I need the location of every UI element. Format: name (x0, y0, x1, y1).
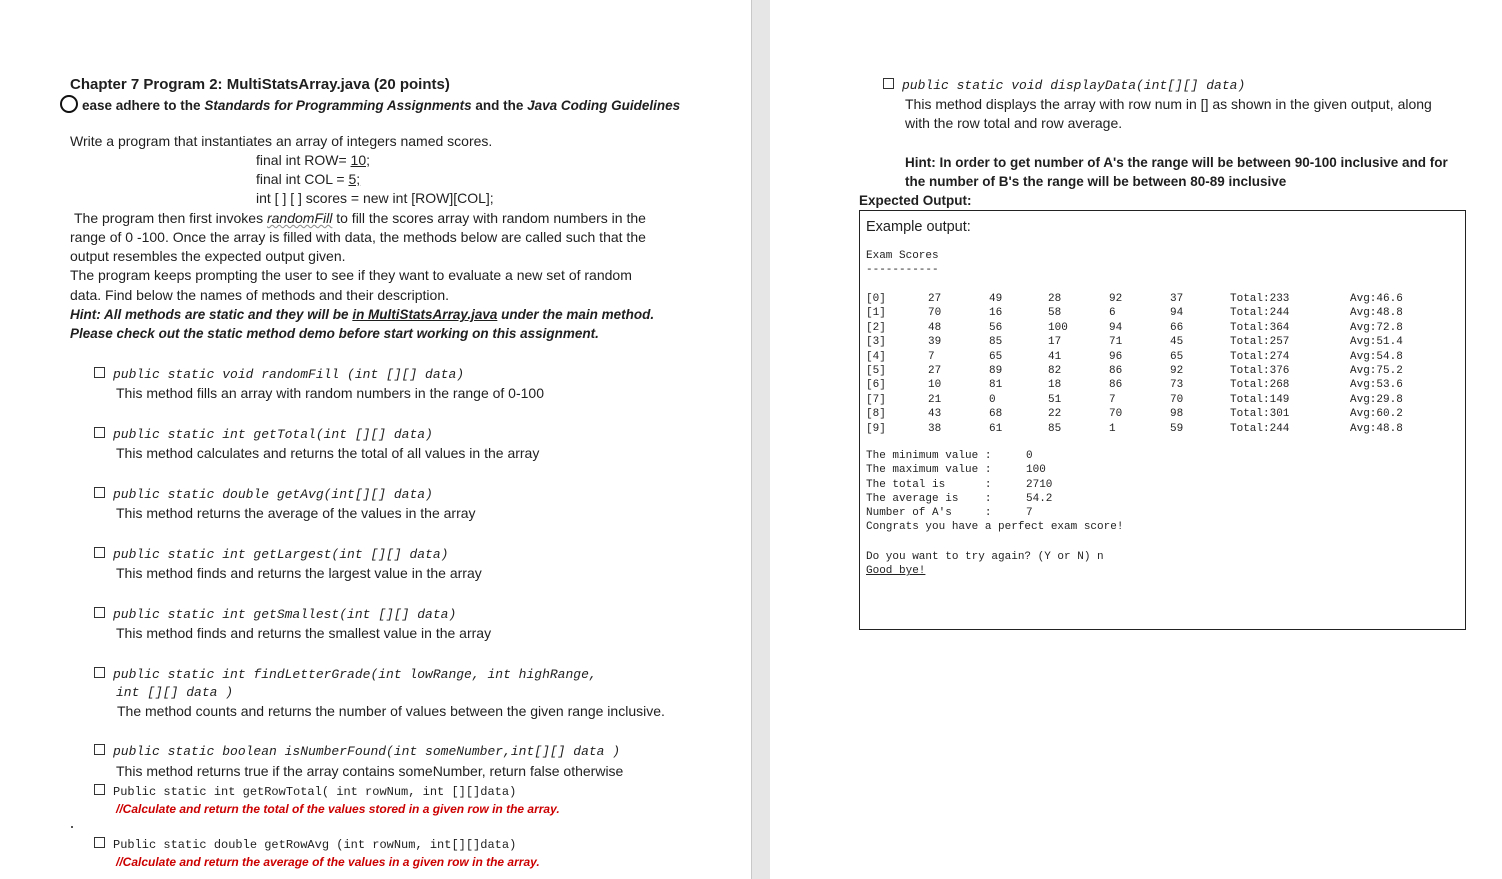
score-cell: 48 (928, 321, 942, 334)
example-output-label: Example output: (866, 219, 971, 235)
row-average: Avg:48.8 (1350, 422, 1403, 435)
score-cell: 65 (989, 350, 1003, 363)
stat-value: 7 (1026, 507, 1033, 520)
standards-link[interactable]: Standards for Programming Assignments (204, 98, 472, 113)
row-total: Total:301 (1230, 408, 1290, 421)
score-cell: 89 (989, 365, 1003, 377)
score-cell: 98 (1170, 408, 1184, 421)
score-cell: 0 (989, 393, 996, 406)
score-row (866, 306, 1466, 320)
row-total: Total:244 (1230, 307, 1290, 320)
score-cell: 85 (1048, 422, 1062, 435)
para-line-2: range of 0 -100. Once the array is filled with data, the methods below are called such that the (70, 229, 646, 245)
code-row: final int ROW= 10; (256, 152, 370, 168)
score-cell: 27 (928, 293, 942, 305)
code-scores: int [ ] [ ] scores = new int [ROW][COL]; (256, 190, 494, 206)
stat-row (866, 449, 1126, 463)
row-index: [3] (866, 336, 886, 349)
method-desc-isnumberfound: This method returns true if the array contains someNumber, return false otherwise (116, 763, 624, 779)
score-cell: 1 (1109, 422, 1116, 435)
checkbox-icon (883, 78, 894, 89)
score-cell: 51 (1048, 393, 1062, 406)
score-cell: 27 (928, 365, 942, 377)
method-sig-displaydata: public static void displayData(int[][] data) (883, 78, 1245, 93)
para-line-1: The program then first invokes randomFill to fill the scores array with random numbers in the (74, 210, 646, 226)
method-desc-findlettergrade: The method counts and returns the number of values between the given range inclusive. (117, 703, 665, 719)
stat-row (866, 463, 1126, 477)
score-cell: 68 (989, 408, 1003, 421)
checkbox-icon (94, 487, 105, 498)
score-cell: 71 (1109, 336, 1123, 349)
score-cell: 82 (1048, 365, 1062, 377)
stat-value: 54.2 (1026, 492, 1053, 505)
para-line-4: The program keeps prompting the user to see if they want to evaluate a new set of random (70, 267, 632, 283)
expected-output-label: Expected Output: (859, 193, 972, 208)
stray-dot (71, 826, 73, 828)
score-cell: 38 (928, 422, 942, 435)
method-sig-getrowavg: Public static double getRowAvg (int rowNum, int[][]data) (94, 838, 516, 852)
score-cell: 61 (989, 422, 1003, 435)
row-total: Total:268 (1230, 379, 1290, 392)
hint-line-2: Please check out the static method demo before start working on this assignment. (70, 326, 599, 341)
score-cell: 6 (1109, 307, 1116, 320)
score-cell: 43 (928, 408, 942, 421)
row-index: [7] (866, 393, 886, 406)
score-cell: 21 (928, 393, 942, 406)
row-total: Total:244 (1230, 422, 1290, 435)
method-sig-randomfill: public static void randomFill (int [][] data) (94, 367, 464, 382)
checkbox-icon (94, 667, 105, 678)
score-cell: 56 (989, 321, 1003, 334)
score-cell: 94 (1109, 321, 1123, 334)
row-index: [5] (866, 365, 886, 377)
method-desc-getlargest: This method finds and returns the largest value in the array (116, 565, 482, 581)
stat-label: The average is : (866, 492, 992, 505)
method-sig-isnumberfound: public static boolean isNumberFound(int someNumber,int[][] data ) (94, 744, 620, 759)
score-row (866, 292, 1466, 306)
score-row (866, 350, 1466, 364)
adhere-line: ease adhere to the Standards for Programming Assignments and the Java Coding Guidelines (82, 98, 681, 113)
method-sig-getlargest: public static int getLargest(int [][] data) (94, 547, 448, 562)
score-cell: 39 (928, 336, 942, 349)
checkbox-icon (94, 427, 105, 438)
row-total: Total:274 (1230, 350, 1290, 363)
checkbox-icon (94, 837, 105, 848)
guidelines-link[interactable]: Java Coding Guidelines (527, 98, 681, 113)
score-cell: 86 (1109, 379, 1123, 392)
row-average: Avg:54.8 (1350, 350, 1403, 363)
score-cell: 18 (1048, 379, 1062, 392)
exam-scores-header: Exam Scores (866, 250, 939, 262)
prompt-line: Do you want to try again? (Y or N) n (866, 551, 1104, 563)
method-sig-gettotal: public static int getTotal(int [][] data) (94, 427, 433, 442)
score-cell: 92 (1170, 365, 1184, 377)
checkbox-icon (94, 607, 105, 618)
row-total: Total:149 (1230, 393, 1290, 406)
para-line-3: output resembles the expected output given. (70, 248, 346, 264)
para-line-5: data. Find below the names of methods and their description. (70, 287, 449, 303)
row-index: [9] (866, 422, 886, 435)
score-cell: 70 (928, 307, 942, 320)
score-row (866, 393, 1466, 407)
score-cell: 94 (1170, 307, 1184, 320)
score-cell: 41 (1048, 350, 1062, 363)
score-cell: 37 (1170, 293, 1184, 305)
stat-row (866, 478, 1126, 492)
header-dashes: ----------- (866, 264, 939, 276)
method-desc-gettotal: This method calculates and returns the total of all values in the array (116, 445, 540, 461)
congrats-line: Congrats you have a perfect exam score! (866, 521, 1124, 533)
score-cell: 92 (1109, 293, 1123, 305)
score-row (866, 321, 1466, 335)
row-average: Avg:72.8 (1350, 321, 1403, 334)
method-desc-getrowtotal: //Calculate and return the total of the values stored in a given row in the array. (116, 802, 560, 816)
score-row (866, 422, 1466, 436)
grade-hint-2: the number of B's the range will be between 80-89 inclusive (905, 174, 1287, 189)
checkbox-icon (94, 744, 105, 755)
score-row (866, 378, 1466, 392)
score-cell: 49 (989, 293, 1003, 305)
score-cell: 7 (928, 350, 935, 363)
score-cell: 28 (1048, 293, 1062, 305)
score-cell: 65 (1170, 350, 1184, 363)
method-desc-getsmallest: This method finds and returns the smallest value in the array (116, 625, 492, 641)
checkbox-icon (94, 547, 105, 558)
stat-label: The minimum value : (866, 450, 992, 462)
grade-hint-1: Hint: In order to get number of A's the range will be between 90-100 inclusive and for (905, 155, 1448, 170)
intro-text: Write a program that instantiates an array of integers named scores. (70, 133, 493, 149)
score-row (866, 407, 1466, 421)
stat-value: 2710 (1026, 478, 1053, 491)
stat-value: 0 (1026, 450, 1033, 462)
method-sig-getrowtotal: Public static int getRowTotal( int rowNum, int [][]data) (94, 785, 516, 799)
method-desc-getrowavg: //Calculate and return the average of the values in a given row in the array. (116, 855, 540, 869)
row-average: Avg:60.2 (1350, 408, 1403, 421)
page-gutter (751, 0, 771, 879)
score-row (866, 364, 1466, 378)
score-cell: 45 (1170, 336, 1184, 349)
row-total: Total:257 (1230, 336, 1290, 349)
code-col: final int COL = 5; (256, 171, 361, 187)
stat-row (866, 492, 1126, 506)
score-cell: 22 (1048, 408, 1062, 421)
cursor-circle-icon (60, 95, 78, 113)
stat-value: 100 (1026, 464, 1046, 477)
row-index: [0] (866, 293, 886, 305)
goodbye-line: Good bye! (866, 565, 926, 577)
score-cell: 70 (1109, 408, 1123, 421)
row-average: Avg:51.4 (1350, 336, 1403, 349)
method-sig-findlettergrade: public static int findLetterGrade(int lowRange, int highRange, (94, 667, 597, 682)
stat-label: The maximum value : (866, 464, 992, 477)
display-desc-2: with the row total and row average. (905, 115, 1123, 131)
score-cell: 73 (1170, 379, 1184, 392)
row-average: Avg:46.6 (1350, 293, 1403, 305)
row-index: [2] (866, 321, 886, 334)
score-cell: 58 (1048, 307, 1062, 320)
row-average: Avg:48.8 (1350, 307, 1403, 320)
row-total: Total:376 (1230, 365, 1290, 377)
stat-row (866, 506, 1126, 520)
row-average: Avg:75.2 (1350, 365, 1403, 377)
display-desc-1: This method displays the array with row num in [] as shown in the given output, along (905, 96, 1432, 112)
method-sig-findlettergrade-cont: int [][] data ) (116, 685, 234, 700)
score-row (866, 335, 1466, 349)
checkbox-icon (94, 367, 105, 378)
method-desc-getavg: This method returns the average of the values in the array (116, 505, 476, 521)
score-cell: 85 (989, 336, 1003, 349)
row-index: [4] (866, 350, 886, 363)
score-cell: 16 (989, 307, 1003, 320)
score-cell: 17 (1048, 336, 1062, 349)
checkbox-icon (94, 784, 105, 795)
score-cell: 70 (1170, 393, 1184, 406)
score-cell: 59 (1170, 422, 1184, 435)
hint-line-1: Hint: All methods are static and they will be in MultiStatsArray.java under the main method. (70, 307, 655, 322)
row-average: Avg:29.8 (1350, 393, 1403, 406)
score-cell: 96 (1109, 350, 1123, 363)
score-cell: 86 (1109, 365, 1123, 377)
assignment-title: Chapter 7 Program 2: MultiStatsArray.java (20 points) (70, 76, 450, 93)
row-average: Avg:53.6 (1350, 379, 1403, 392)
score-cell: 100 (1048, 321, 1068, 334)
stat-label: Number of A's : (866, 507, 992, 520)
score-cell: 81 (989, 379, 1003, 392)
row-index: [1] (866, 307, 886, 320)
method-sig-getavg: public static double getAvg(int[][] data) (94, 487, 433, 502)
stat-label: The total is : (866, 478, 992, 491)
row-total: Total:364 (1230, 321, 1290, 334)
score-cell: 66 (1170, 321, 1184, 334)
row-index: [6] (866, 379, 886, 392)
score-cell: 10 (928, 379, 942, 392)
row-index: [8] (866, 408, 886, 421)
row-total: Total:233 (1230, 293, 1290, 305)
score-cell: 7 (1109, 393, 1116, 406)
method-desc-randomfill: This method fills an array with random numbers in the range of 0-100 (116, 385, 544, 401)
method-sig-getsmallest: public static int getSmallest(int [][] data) (94, 607, 456, 622)
